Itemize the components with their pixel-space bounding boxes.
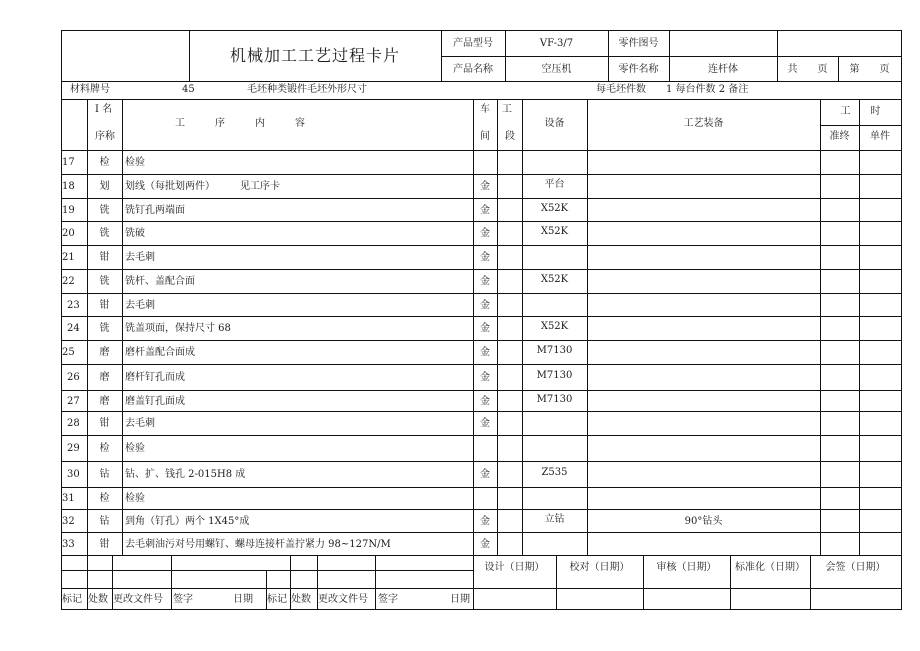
workshop-cell: 金 (480, 372, 490, 383)
op-name: 检 (99, 493, 110, 504)
op-content: 去毛刺 (125, 252, 155, 263)
equipment-cell: X52K (540, 274, 569, 285)
workshop-header: 车 (480, 104, 490, 115)
op-content: 磨盖钉孔面成 (125, 396, 185, 407)
row-line (61, 269, 902, 270)
workshop-header-bottom: 间 (480, 131, 490, 142)
op-content: 铣杆、盖配合面 (125, 276, 195, 287)
row-line (61, 390, 902, 391)
op-number: 17 (62, 157, 75, 168)
row-line (61, 340, 902, 341)
equipment-header: 设备 (544, 118, 565, 129)
part-drawing-no-label: 零件图号 (618, 38, 659, 49)
revision-divider (317, 555, 318, 571)
column-line (122, 99, 123, 556)
row-line (61, 221, 902, 222)
op-name: 钻 (99, 469, 110, 480)
per-blank-info: 每毛坯件数 1 每台件数 2 备注 (596, 84, 749, 95)
op-name: 钳 (99, 252, 110, 263)
column-line (859, 99, 860, 556)
column-line (820, 99, 821, 556)
op-content: 磨杆钉孔而成 (125, 372, 185, 383)
op-number: 29 (67, 443, 80, 454)
workshop-cell: 金 (480, 469, 490, 480)
signature-label-2: 签字 (378, 594, 398, 605)
column-header-top (61, 99, 902, 100)
material-grade-label: 材料牌号 (70, 84, 110, 95)
op-content: 到角（钉孔）两个 1X45°成 (125, 516, 250, 527)
date-label: 日期 (233, 594, 253, 605)
revision-divider (375, 555, 376, 571)
product-model-value: VF-3/7 (539, 38, 574, 49)
workshop-cell: 金 (480, 418, 490, 429)
op-number: 19 (62, 205, 75, 216)
product-model-label: 产品型号 (453, 38, 493, 49)
equipment-cell: X52K (540, 321, 569, 332)
op-content: 铣盖项面，保持尺寸 68 (125, 323, 231, 334)
op-name: 检 (99, 157, 110, 168)
op-number: 22 (62, 276, 75, 287)
op-name: 磨 (99, 372, 110, 383)
revision-mark-label: 标记 (62, 594, 82, 605)
total-pages-label: 共 页 (787, 64, 828, 75)
frame-bottom (61, 609, 902, 610)
op-content: 划线（每批划两件） 见工序卡 (125, 181, 280, 192)
part-name-label: 零件名称 (618, 64, 659, 75)
op-name: 磨 (99, 347, 110, 358)
row-line (61, 461, 902, 462)
op-number: 33 (62, 539, 75, 550)
equipment-cell: 立钻 (544, 514, 565, 525)
material-grade-value: 45 (182, 84, 195, 95)
revision-count-label-2: 处数 (291, 594, 311, 605)
workshop-cell: 金 (480, 323, 490, 334)
op-content: 去毛刺 (125, 418, 155, 429)
standardize-date-label: 标准化（日期） (735, 562, 805, 573)
op-number: 20 (62, 228, 75, 239)
op-number: 28 (67, 418, 80, 429)
unit-time-header: 单件 (870, 131, 890, 142)
op-name: 磨 (99, 396, 110, 407)
op-content: 去毛刺 (125, 300, 155, 311)
revision-divider (112, 555, 113, 571)
workshop-cell: 金 (480, 347, 490, 358)
revision-mark-label-2: 标记 (267, 594, 287, 605)
revision-divider (290, 555, 291, 571)
op-number: 30 (67, 469, 80, 480)
equipment-cell: 平台 (544, 179, 565, 190)
row-line (61, 487, 902, 488)
op-content: 检验 (125, 493, 145, 504)
op-name-header: 序称 (95, 131, 115, 142)
prep-time-header: 准终 (829, 131, 850, 142)
op-content: 磨杆盖配合面成 (125, 347, 195, 358)
change-doc-label: 更改文件号 (113, 594, 163, 605)
op-name: 检 (99, 443, 110, 454)
op-content: 铣破 (125, 228, 145, 239)
op-name: 铣 (99, 323, 110, 334)
equipment-cell: M7130 (536, 370, 573, 381)
op-number: 25 (62, 347, 75, 358)
design-date-label: 设计（日期） (484, 562, 545, 573)
row-line (61, 364, 902, 365)
op-number: 18 (62, 181, 75, 192)
workshop-cell: 金 (480, 252, 490, 263)
op-number-header: I 名 (95, 104, 113, 115)
op-content: 检验 (125, 443, 145, 454)
workshop-cell: 金 (480, 516, 490, 527)
equipment-cell: M7130 (536, 345, 573, 356)
workshop-cell: 金 (480, 181, 490, 192)
op-name: 钳 (99, 418, 110, 429)
row-line (61, 532, 902, 533)
section-header-bottom: 段 (505, 131, 515, 142)
equipment-cell: M7130 (536, 394, 573, 405)
product-name-label: 产品名称 (453, 64, 493, 75)
frame-top (61, 30, 902, 31)
header-bottom-line (61, 81, 902, 82)
workshop-cell: 金 (480, 276, 490, 287)
frame-right (901, 30, 902, 610)
op-content: 钻、扩、钱孔 2-015H8 成 (125, 469, 246, 480)
column-header-bottom (61, 150, 902, 151)
row-line (61, 555, 902, 556)
countersign-date-label: 会签（日期） (825, 562, 886, 573)
equipment-cell: X52K (540, 226, 569, 237)
op-name: 钳 (99, 300, 110, 311)
revision-divider (171, 555, 172, 571)
workshop-cell: 金 (480, 300, 490, 311)
op-number: 27 (67, 396, 80, 407)
section-header: 工 (502, 104, 512, 115)
column-line (497, 99, 498, 556)
op-name: 铣 (99, 228, 110, 239)
proofread-date-label: 校对（日期） (569, 562, 630, 573)
op-number: 24 (67, 323, 80, 334)
op-number: 31 (62, 493, 75, 504)
op-content: 去毛刺油污对号用螺钉、螺母连接杆盖拧紧力 98~127N/M (125, 539, 391, 550)
row-line (61, 293, 902, 294)
row-line (61, 509, 902, 510)
revision-count-label: 处数 (88, 594, 108, 605)
revision-divider (171, 570, 172, 610)
grid-line (820, 125, 902, 126)
signature-label: 签字 (173, 594, 193, 605)
equipment-cell: Z535 (541, 467, 568, 478)
workshop-cell: 金 (480, 205, 490, 216)
blank-info: 毛坯种类锻件毛坯外形尺寸 (247, 84, 367, 95)
review-date-label: 审核（日期） (656, 562, 717, 573)
labor-time-header: 工 时 (840, 106, 881, 117)
op-number: 26 (67, 372, 80, 383)
product-name-value: 空压机 (541, 64, 572, 75)
row-line (61, 198, 902, 199)
op-name: 铣 (99, 276, 110, 287)
op-name: 钳 (99, 539, 110, 550)
tooling-cell: 90°钻头 (684, 516, 723, 527)
op-number: 21 (62, 252, 75, 263)
workshop-cell: 金 (480, 228, 490, 239)
op-number: 23 (67, 300, 80, 311)
change-doc-label-2: 更改文件号 (318, 594, 368, 605)
equipment-cell: X52K (540, 203, 569, 214)
date-label-2: 日期 (450, 594, 470, 605)
op-content: 检验 (125, 157, 145, 168)
row-line (61, 411, 902, 412)
page-number-label: 第 页 (849, 64, 890, 75)
op-content: 铣钉孔两端面 (125, 205, 185, 216)
workshop-cell: 金 (480, 539, 490, 550)
op-number: 32 (62, 516, 75, 527)
part-name-value: 连杆体 (708, 64, 738, 75)
content-header: 工 序 内 容 (175, 118, 305, 129)
row-line (61, 316, 902, 317)
grid-line (61, 570, 474, 571)
tooling-header: 工艺装备 (683, 118, 724, 129)
op-name: 划 (99, 181, 110, 192)
grid-line (61, 588, 902, 589)
row-line (61, 245, 902, 246)
column-line (587, 99, 588, 556)
revision-divider (87, 555, 88, 571)
revision-divider (375, 570, 376, 610)
page-title: 机械加工工艺过程卡片 (229, 46, 400, 65)
op-name: 铣 (99, 205, 110, 216)
row-line (61, 174, 902, 175)
grid-line (441, 56, 902, 57)
row-line (61, 435, 902, 436)
op-name: 钻 (99, 516, 110, 527)
workshop-cell: 金 (480, 396, 490, 407)
